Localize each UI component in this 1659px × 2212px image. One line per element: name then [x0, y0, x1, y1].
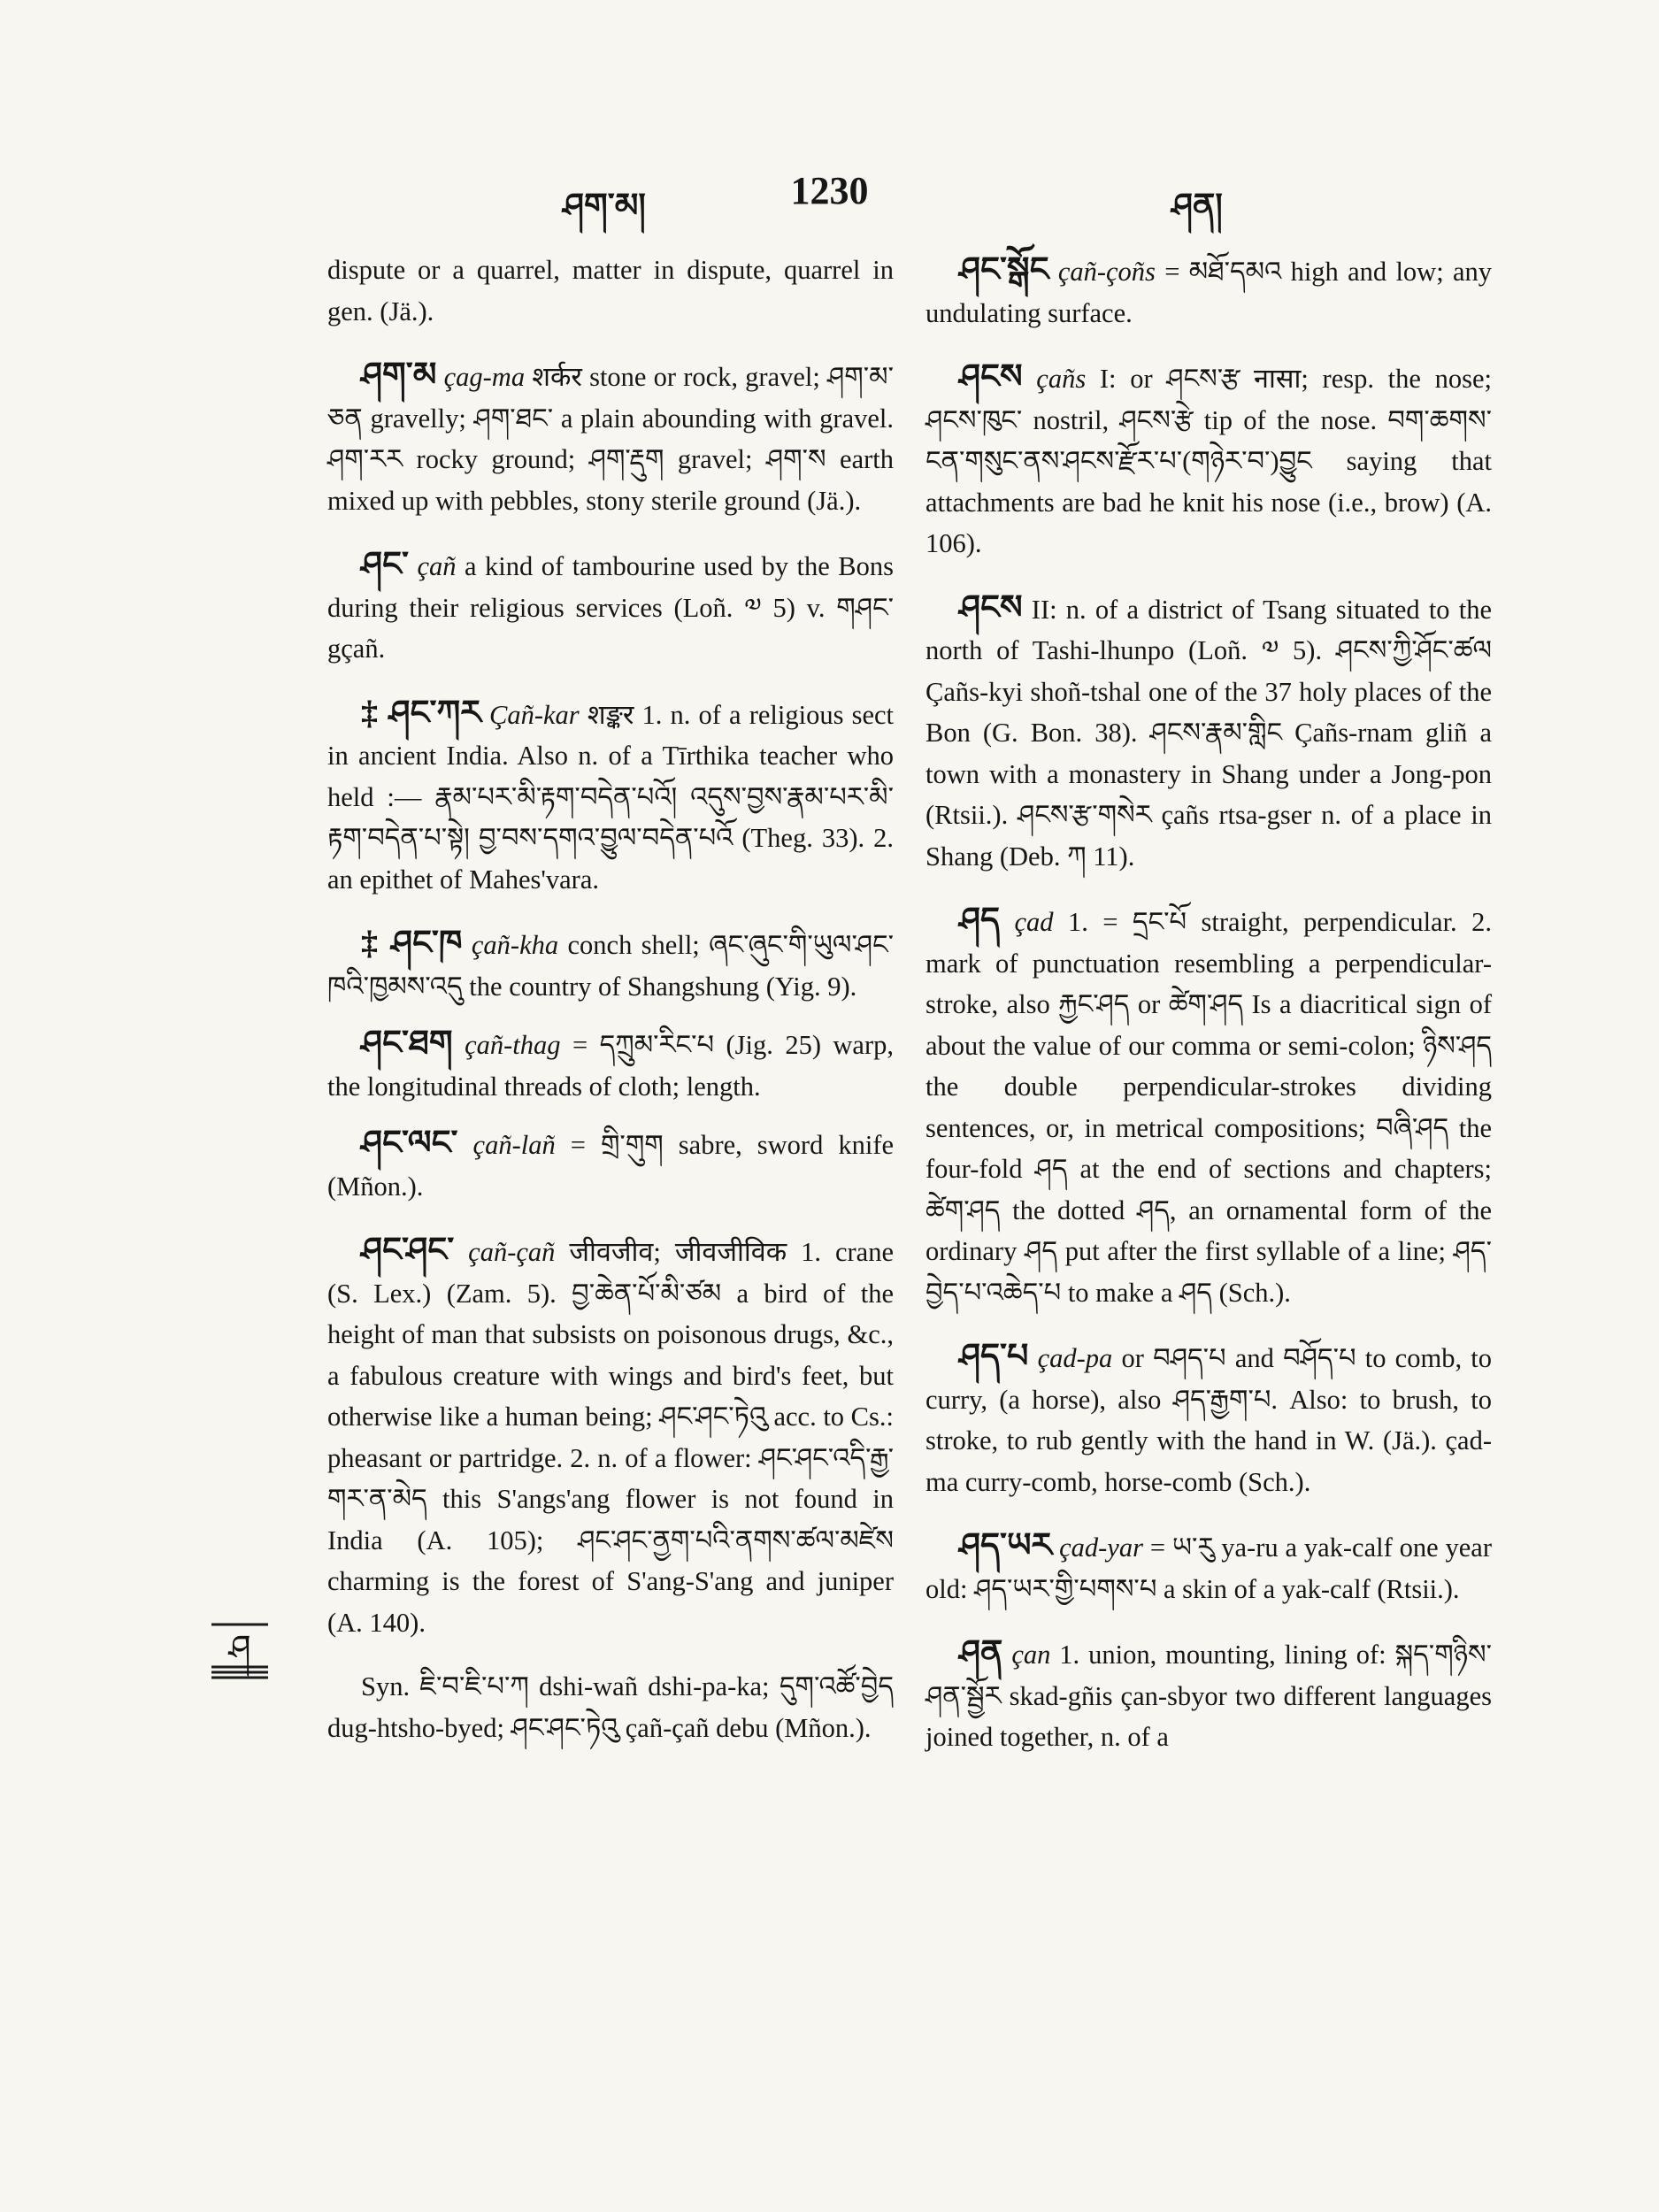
- entry-headword: ཤངས: [959, 588, 1023, 626]
- entry-text: जीवजीव; जीवजीविक 1. crane (S. Lex.) (Zam. 5). བྱ་ཆེན་པོ་མི་ཙམ a bird of the height of man that subsists on poisonous drugs, &c., a fabulous creature with wings and bird's feet, but otherwise like a human being; ཤང་ཤང་ཏེའུ acc. to Cs.: pheasant or partridge. 2. n. of a flower: ཤང་ཤང་འདི་རྒྱ་གར་ན་མེད this S'angs'ang flower is not found in India (A. 105); ཤང་ཤང་ནྱག་པའི་ནགས་ཚལ་མཛེས charming is the forest of S'ang-S'ang and juniper (A. 140).: [327, 1237, 894, 1638]
- entry-transliteration: çañs: [1036, 364, 1087, 394]
- entry-transliteration: çad-yar: [1059, 1532, 1143, 1563]
- entry-can-kar: [327, 693, 894, 901]
- entry-transliteration: çañ-lañ: [472, 1130, 556, 1160]
- entry-transliteration: çad: [1014, 907, 1054, 937]
- entry-text: शङ्कर 1. n. of a religious sect in ancient India. Also n. of a Tīrthika teacher who held :— རྣམ་པར་མི་རྟག་བདེན་པའོ། འདུས་བྱས་རྣམ་པར་མི་རྟག་བདེན་པ་སྟེ། བྱ་བས་དགའ་བྱུལ་བདེན་པའོ (Theg. 33). 2. an epithet of Mahes'vara.: [327, 699, 895, 895]
- entry-synonyms: [327, 1666, 894, 1748]
- entry-cag-ma: [327, 355, 894, 521]
- entry-text: I: or ཤངས་རྩ नासा; resp. the nose; ཤངས་ཁུང་ nostril, ཤངས་རྩེ tip of the nose. བག་ཆགས་ངན་གསུང་ནས་ཤངས་རྫོར་པ་(གཉེར་བ་)བྱུང saying that attachments are bad he knit his nose (i.e., brow) (A. 106).: [926, 364, 1492, 558]
- left-column: [327, 250, 894, 1771]
- entry-text: 1. = དྲང་པོ straight, perpendicular. 2. mark of punctuation resembling a perpendicular-stroke, also རྐྱང་ཤད or ཚེག་ཤད Is a diacritical sign of about the value of our comma or semi-colon; ཉིས་ཤད the double perpendicular-strokes dividing sentences, or, in metrical compositions; བཞི་ཤད the four-fold ཤད at the end of sections and chapters; ཚེག་ཤད the dotted ཤད, an ornamental form of the ordinary ཤད put after the first syllable of a line; ཤད་བྱེད་པ་འཆེད་པ to make a ཤད (Sch.).: [926, 907, 1492, 1308]
- page-number: 1230: [790, 169, 869, 212]
- entry-headword: ཤང་ཤང་: [361, 1232, 455, 1269]
- entry-cad-yar: [926, 1525, 1492, 1609]
- entry-headword: ཤག་མ: [361, 357, 437, 394]
- entry-transliteration: çad-pa: [1037, 1343, 1113, 1373]
- entry-headword: ཤད: [959, 902, 1001, 939]
- entry-text: dispute or a quarrel, matter in dispute, quarrel in gen. (Jä.).: [327, 255, 894, 326]
- entry-can-kha: [327, 923, 894, 1007]
- entry-transliteration: çag-ma: [443, 362, 526, 392]
- entry-transliteration: çañ-çañ: [468, 1237, 556, 1267]
- entry-text: II: n. of a district of Tsang situated to the north of Tashi-lhunpo (Loñ. ༧ 5). ཤངས་ཀྱི་ཤོང་ཚལ Çañs-kyi shoñ-tshal one of the 37 holy places of the Bon (G. Bon. 38). ཤངས་རྣམ་གླིང Çañs-rnam gliñ a town with a monastery in Shang under a Jong-pon (Rtsii.). ཤངས་རྩ་གསེར çañs rtsa-gser n. of a place in Shang (Deb. ཀ 11).: [926, 594, 1492, 872]
- entry-headword: ཤངས: [959, 358, 1023, 396]
- entry-headword: ཤང་སྒོང: [959, 251, 1049, 288]
- entry-headword: ཤང་ལང་: [361, 1125, 458, 1162]
- entry-text: 1. union, mounting, lining of: སྐད་གཉིས་ཤན་སྦྱོར skad-gñis çan-sbyor two different languages joined together, n. of a: [926, 1640, 1492, 1752]
- entry-headword: ཤང་: [361, 546, 409, 583]
- entry-text: a kind of tambourine used by the Bons during their religious services (Loñ. ༧ 5) v. གཤང་ gçañ.: [327, 551, 895, 664]
- entry-transliteration: çan: [1011, 1640, 1051, 1670]
- entry-text: conch shell; ཞང་ཞུང་གི་ཡུལ་ཤང་ཁའི་ཁྱམས་འདུ the country of Shangshung (Yig. 9).: [327, 930, 895, 1002]
- entry-headword: ཤང་ཐག: [361, 1025, 453, 1062]
- entry-cad-pa: [926, 1336, 1492, 1502]
- entry-transliteration: çañ: [417, 551, 457, 581]
- entry-transliteration: Çañ-kar: [489, 699, 580, 730]
- entry-text: or བཤད་པ and བཤོད་པ to comb, to curry, (a horse), also ཤད་རྒྱག་པ. Also: to brush, to stroke, to rub gently with the hand in W. (Jä.). çad-ma curry-comb, horse-comb (Sch.).: [926, 1343, 1493, 1497]
- entry-can-union: [926, 1632, 1492, 1758]
- entry-headword: ‡ ཤང་ཁ: [361, 925, 463, 962]
- entry-headword: ‡ ཤང་ཀར: [361, 694, 481, 732]
- margin-tibetan-mark: [210, 1617, 270, 1683]
- entry-cad: [926, 900, 1492, 1313]
- entry-text: = གྲི་གུག sabre, sword knife (Mñon.).: [327, 1130, 895, 1202]
- entry-can-lan: [327, 1123, 894, 1207]
- margin-glyph: ཤ: [228, 1628, 251, 1669]
- entry-transliteration: çañ-çoñs: [1057, 257, 1156, 287]
- header-right-guide: ཤན།: [1171, 188, 1223, 225]
- entry-headword: ཤན: [959, 1634, 1003, 1671]
- entry-text: = ཡ་རུ ya-ru a yak-calf one year old: ཤད་ཡར་གྱི་པགས་པ a skin of a yak-calf (Rtsii.).: [926, 1532, 1492, 1604]
- entry-can-can: [327, 1230, 894, 1643]
- entry-continuation: [327, 250, 894, 332]
- entry-can: [327, 544, 894, 670]
- entry-headword: ཤད་པ: [959, 1338, 1029, 1375]
- entry-text: = མཐོ་དམའ high and low; any undulating surface.: [926, 257, 1493, 328]
- entry-cans-1: [926, 357, 1492, 565]
- right-column: [926, 250, 1492, 1781]
- entry-transliteration: çañ-kha: [471, 930, 559, 960]
- entry-cans-2: [926, 588, 1492, 878]
- header-left-guide: ཤག་མ།: [563, 188, 646, 225]
- entry-text: शर्कर stone or rock, gravel; ཤག་མ་ཅན gravelly; ཤག་ཐང་ a plain abounding with gravel. ཤག་རར rocky ground; ཤག་རྡུག gravel; ཤག་ས earth mixed up with pebbles, stony sterile ground (Jä.).: [327, 362, 894, 516]
- entry-text: Syn. ཇི་བ་ཇི་པ་ཀ dshi-wañ dshi-pa-ka; དུག་འཚོ་བྱེད dug-htsho-byed; ཤང་ཤང་ཏེའུ çañ-çañ debu (Mñon.).: [327, 1671, 894, 1743]
- entry-can-thag: [327, 1023, 894, 1107]
- entry-text: = དཀྲུམ་རིང་པ (Jig. 25) warp, the longitudinal threads of cloth; length.: [327, 1030, 894, 1102]
- entry-can-cons: [926, 250, 1492, 334]
- entry-transliteration: çañ-thag: [465, 1030, 561, 1060]
- entry-headword: ཤད་ཡར: [959, 1527, 1053, 1564]
